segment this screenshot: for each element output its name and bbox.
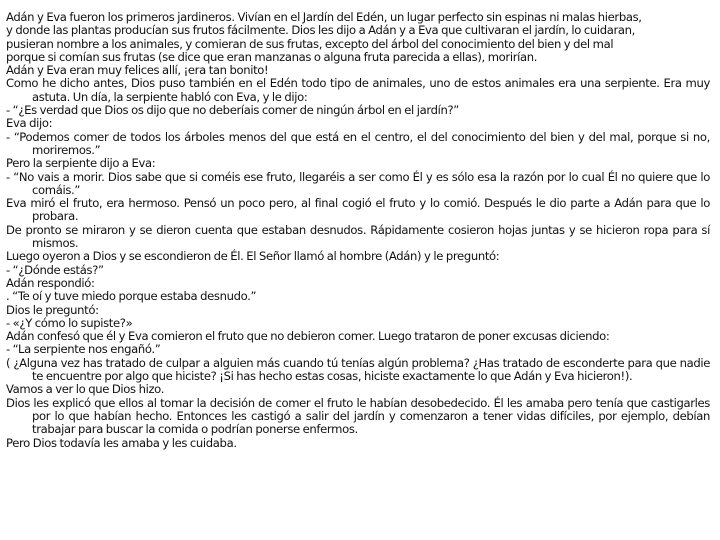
paragraph-happy: Adán y Eva eran muy felices allí, ¡era tan bonito!	[6, 63, 269, 78]
paragraph-god-still-loved: Pero Dios todavía les amaba y les cuidaba.	[6, 435, 237, 450]
dialogue-how-did-you-know: - «¿Y cómo lo supiste?»	[6, 315, 133, 330]
paragraph-adan-responded: Adán respondió:	[6, 275, 95, 290]
paragraph-eva-said: Eva dijo:	[6, 116, 53, 131]
dialogue-adan-answer: . “Te oí y tuve miedo porque estaba desnudo.”	[6, 289, 257, 304]
paragraph-confession: Adán confesó que él y Eva comieron el fruto que no debieron comer. Luego trataron de poner excusas diciendo:	[6, 329, 610, 344]
paragraph-intro-line-2: y donde las plantas producían sus frutos fácilmente. Dios les dijo a Adán y a Eva que cultivaran el jardín, lo cuidaran,	[6, 23, 635, 38]
dialogue-where-are-you: - “¿Dónde estás?”	[6, 262, 104, 277]
paragraph-naked: De pronto se miraron y se dieron cuenta que estaban desnudos. Rápidamente cosieron hojas juntas y se hicieron ropa para sí mismos.	[6, 222, 710, 251]
paragraph-hid: Luego oyeron a Dios y se escondieron de Él. El Señor llamó al hombre (Adán) y le preguntó:	[6, 249, 500, 264]
paragraph-intro-line-4: porque si comían sus frutas (se dice que eran manzanas o alguna fruta parecida a ellas), morirían.	[6, 49, 538, 64]
paragraph-punishment: Dios les explicó que ellos al tomar la decisión de comer el fruto le habían desobedecido. Él les amaba pero tenía que castigarles por lo que habían hecho. Entonces les castigó a salir del jardín y comenzaron a tener vidas difíciles, por ejemplo, debían trabajar para buscar la comida o podrían ponerse enfermos.	[6, 395, 710, 437]
dialogue-eva-answer: - “Podemos comer de todos los árboles menos del que está en el centro, el del conocimiento del bien y del mal, porque si no, moriremos.”	[6, 129, 710, 157]
paragraph-eva-ate: Eva miró el fruto, era hermoso. Pensó un poco pero, al final cogió el fruto y lo comió. Después le dio parte a Adán para que lo probara.	[6, 196, 710, 224]
paragraph-serpent-intro: Como he dicho antes, Dios puso también en el Edén todo tipo de animales, uno de estos animales era una serpiente. Era muy astuta. Un día, la serpiente habló con Eva, y le dijo:	[6, 76, 710, 104]
paragraph-lets-see: Vamos a ver lo que Dios hizo.	[6, 382, 165, 397]
document-body	[6, 11, 710, 450]
paragraph-intro-line-3: pusieran nombre a los animales, y comieran de sus frutas, excepto del árbol del conocimiento del bien y del mal	[6, 36, 614, 51]
paragraph-reflection-question: ( ¿Alguna vez has tratado de culpar a alguien más cuando tú tenías algún problema? ¿Has tratado de esconderte para que nadie te encuentre por algo que hiciste? ¡Si has hecho estas cosas, hiciste exactamente lo que Adán y Eva hicieron!).	[6, 355, 710, 384]
paragraph-intro-line-1: Adán y Eva fueron los primeros jardineros. Vivían en el Jardín del Edén, un lugar perfecto sin espinas ni malas hierbas,	[6, 10, 642, 24]
dialogue-serpent-answer: - “No vais a morir. Dios sabe que si coméis ese fruto, llegaréis a ser como Él y es sólo esa la razón por lo cual Él no quiere que lo comáis.”	[6, 169, 710, 197]
paragraph-serpent-said: Pero la serpiente dijo a Eva:	[6, 156, 156, 171]
dialogue-serpent-question: - “¿Es verdad que Dios os dijo que no deberíais comer de ningún árbol en el jardín?”	[6, 103, 459, 118]
paragraph-god-asked: Dios le preguntó:	[6, 302, 99, 317]
dialogue-serpent-deceived: - “La serpiente nos engañó.”	[6, 342, 161, 357]
